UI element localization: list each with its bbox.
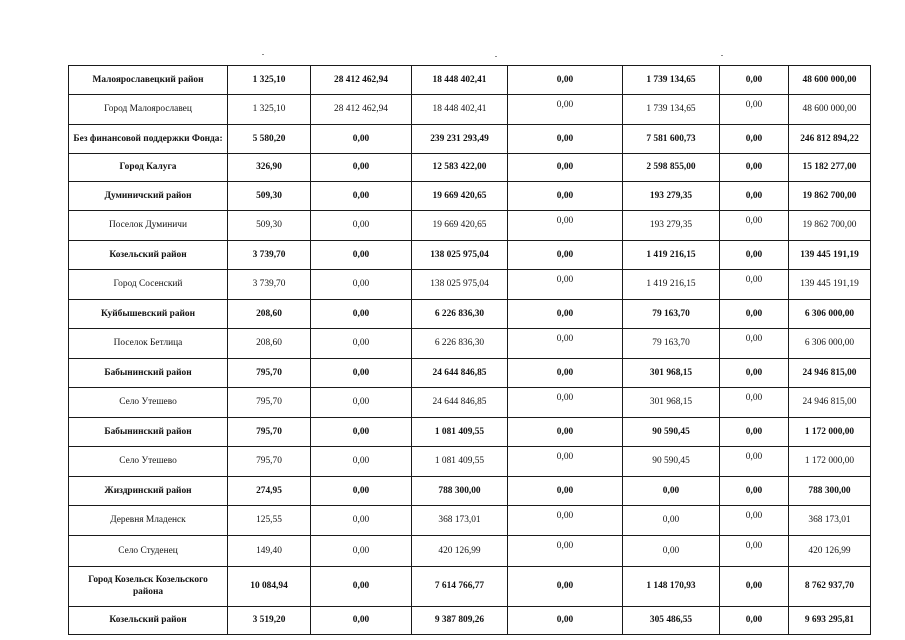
cell-budget-amount: 1 081 409,55 bbox=[412, 446, 508, 477]
cell-region-amount: 0,00 bbox=[508, 606, 623, 635]
cell-budget-amount: 12 583 422,00 bbox=[412, 153, 508, 182]
cell-total-amount: 24 946 815,00 bbox=[789, 387, 871, 418]
cell-name: Село Студенец bbox=[69, 536, 228, 567]
cell-name: Козельский район bbox=[69, 606, 228, 635]
cell-fund-amount: 0,00 bbox=[311, 387, 412, 418]
cell-local-amount: 1 739 134,65 bbox=[623, 66, 720, 95]
cell-fund-amount: 0,00 bbox=[311, 359, 412, 388]
cell-area: 10 084,94 bbox=[228, 566, 311, 606]
cell-total-amount: 420 126,99 bbox=[789, 536, 871, 567]
cell-fund-amount: 0,00 bbox=[311, 446, 412, 477]
table-row-subtotal bbox=[69, 477, 871, 506]
cell-area: 795,70 bbox=[228, 418, 311, 447]
cell-area: 509,30 bbox=[228, 182, 311, 211]
cell-local-amount: 0,00 bbox=[623, 505, 720, 536]
table-row bbox=[69, 505, 871, 536]
cell-total-amount: 1 172 000,00 bbox=[789, 446, 871, 477]
cell-name: Бабынинский район bbox=[69, 418, 228, 447]
cell-name: Поселок Думиничи bbox=[69, 210, 228, 241]
cell-name: Куйбышевский район bbox=[69, 300, 228, 329]
cell-region-amount: 0,00 bbox=[508, 328, 623, 359]
table-row bbox=[69, 387, 871, 418]
cell-region-amount: 0,00 bbox=[508, 387, 623, 418]
cell-area: 149,40 bbox=[228, 536, 311, 567]
cell-other-amount: 0,00 bbox=[720, 566, 789, 606]
cell-budget-amount: 18 448 402,41 bbox=[412, 94, 508, 125]
cell-budget-amount: 19 669 420,65 bbox=[412, 182, 508, 211]
cell-local-amount: 301 968,15 bbox=[623, 387, 720, 418]
cell-other-amount: 0,00 bbox=[720, 536, 789, 567]
table-body bbox=[69, 66, 871, 635]
cell-name: Поселок Бетлица bbox=[69, 328, 228, 359]
cell-local-amount: 0,00 bbox=[623, 477, 720, 506]
cell-local-amount: 305 486,55 bbox=[623, 606, 720, 635]
cell-region-amount: 0,00 bbox=[508, 477, 623, 506]
cell-area: 274,95 bbox=[228, 477, 311, 506]
cell-other-amount: 0,00 bbox=[720, 387, 789, 418]
cell-local-amount: 79 163,70 bbox=[623, 300, 720, 329]
cell-name: Город Калуга bbox=[69, 153, 228, 182]
table-row bbox=[69, 269, 871, 300]
cell-region-amount: 0,00 bbox=[508, 269, 623, 300]
cell-budget-amount: 24 644 846,85 bbox=[412, 359, 508, 388]
cell-other-amount: 0,00 bbox=[720, 606, 789, 635]
cell-budget-amount: 6 226 836,30 bbox=[412, 300, 508, 329]
cell-region-amount: 0,00 bbox=[508, 418, 623, 447]
cell-other-amount: 0,00 bbox=[720, 359, 789, 388]
cell-local-amount: 79 163,70 bbox=[623, 328, 720, 359]
cell-region-amount: 0,00 bbox=[508, 359, 623, 388]
cell-fund-amount: 0,00 bbox=[311, 182, 412, 211]
cell-area: 208,60 bbox=[228, 328, 311, 359]
table-row bbox=[69, 536, 871, 567]
scan-speck bbox=[262, 54, 264, 55]
cell-fund-amount: 0,00 bbox=[311, 210, 412, 241]
cell-budget-amount: 24 644 846,85 bbox=[412, 387, 508, 418]
cell-area: 795,70 bbox=[228, 359, 311, 388]
cell-total-amount: 6 306 000,00 bbox=[789, 328, 871, 359]
table-row-subtotal bbox=[69, 66, 871, 95]
cell-region-amount: 0,00 bbox=[508, 210, 623, 241]
cell-region-amount: 0,00 bbox=[508, 505, 623, 536]
cell-budget-amount: 138 025 975,04 bbox=[412, 269, 508, 300]
cell-local-amount: 1 419 216,15 bbox=[623, 269, 720, 300]
cell-region-amount: 0,00 bbox=[508, 241, 623, 270]
cell-area: 1 325,10 bbox=[228, 66, 311, 95]
cell-other-amount: 0,00 bbox=[720, 477, 789, 506]
cell-area: 795,70 bbox=[228, 446, 311, 477]
cell-local-amount: 193 279,35 bbox=[623, 210, 720, 241]
cell-total-amount: 139 445 191,19 bbox=[789, 241, 871, 270]
cell-budget-amount: 1 081 409,55 bbox=[412, 418, 508, 447]
cell-other-amount: 0,00 bbox=[720, 269, 789, 300]
cell-name: Деревня Младенск bbox=[69, 505, 228, 536]
cell-total-amount: 19 862 700,00 bbox=[789, 210, 871, 241]
cell-fund-amount: 0,00 bbox=[311, 566, 412, 606]
cell-local-amount: 1 739 134,65 bbox=[623, 94, 720, 125]
cell-other-amount: 0,00 bbox=[720, 125, 789, 154]
table-row bbox=[69, 446, 871, 477]
cell-other-amount: 0,00 bbox=[720, 241, 789, 270]
cell-budget-amount: 18 448 402,41 bbox=[412, 66, 508, 95]
cell-area: 208,60 bbox=[228, 300, 311, 329]
cell-total-amount: 48 600 000,00 bbox=[789, 66, 871, 95]
cell-local-amount: 193 279,35 bbox=[623, 182, 720, 211]
scan-speck bbox=[495, 56, 497, 57]
cell-name: Без финансовой поддержки Фонда: bbox=[69, 125, 228, 154]
cell-total-amount: 48 600 000,00 bbox=[789, 94, 871, 125]
cell-name: Город Козельск Козельского района bbox=[69, 566, 228, 606]
cell-fund-amount: 0,00 bbox=[311, 606, 412, 635]
cell-budget-amount: 7 614 766,77 bbox=[412, 566, 508, 606]
cell-total-amount: 24 946 815,00 bbox=[789, 359, 871, 388]
cell-name: Козельский район bbox=[69, 241, 228, 270]
cell-area: 1 325,10 bbox=[228, 94, 311, 125]
cell-local-amount: 1 419 216,15 bbox=[623, 241, 720, 270]
cell-fund-amount: 0,00 bbox=[311, 505, 412, 536]
cell-fund-amount: 0,00 bbox=[311, 125, 412, 154]
cell-budget-amount: 239 231 293,49 bbox=[412, 125, 508, 154]
cell-other-amount: 0,00 bbox=[720, 300, 789, 329]
cell-area: 5 580,20 bbox=[228, 125, 311, 154]
cell-budget-amount: 368 173,01 bbox=[412, 505, 508, 536]
cell-budget-amount: 420 126,99 bbox=[412, 536, 508, 567]
table-row-subtotal bbox=[69, 182, 871, 211]
cell-other-amount: 0,00 bbox=[720, 328, 789, 359]
table-row-subtotal bbox=[69, 566, 871, 606]
table-row-subtotal bbox=[69, 125, 871, 154]
cell-area: 509,30 bbox=[228, 210, 311, 241]
cell-area: 125,55 bbox=[228, 505, 311, 536]
cell-name: Село Утешево bbox=[69, 387, 228, 418]
cell-fund-amount: 28 412 462,94 bbox=[311, 94, 412, 125]
cell-other-amount: 0,00 bbox=[720, 210, 789, 241]
cell-total-amount: 788 300,00 bbox=[789, 477, 871, 506]
cell-fund-amount: 0,00 bbox=[311, 328, 412, 359]
cell-total-amount: 19 862 700,00 bbox=[789, 182, 871, 211]
cell-budget-amount: 9 387 809,26 bbox=[412, 606, 508, 635]
table-row bbox=[69, 210, 871, 241]
cell-total-amount: 8 762 937,70 bbox=[789, 566, 871, 606]
cell-total-amount: 246 812 894,22 bbox=[789, 125, 871, 154]
cell-region-amount: 0,00 bbox=[508, 153, 623, 182]
cell-total-amount: 368 173,01 bbox=[789, 505, 871, 536]
cell-total-amount: 15 182 277,00 bbox=[789, 153, 871, 182]
cell-total-amount: 6 306 000,00 bbox=[789, 300, 871, 329]
cell-other-amount: 0,00 bbox=[720, 153, 789, 182]
cell-other-amount: 0,00 bbox=[720, 446, 789, 477]
cell-region-amount: 0,00 bbox=[508, 446, 623, 477]
cell-area: 3 739,70 bbox=[228, 269, 311, 300]
cell-area: 3 739,70 bbox=[228, 241, 311, 270]
cell-budget-amount: 788 300,00 bbox=[412, 477, 508, 506]
cell-fund-amount: 0,00 bbox=[311, 418, 412, 447]
table-row-subtotal bbox=[69, 241, 871, 270]
table-row-subtotal bbox=[69, 418, 871, 447]
cell-other-amount: 0,00 bbox=[720, 505, 789, 536]
cell-name: Жиздринский район bbox=[69, 477, 228, 506]
cell-fund-amount: 0,00 bbox=[311, 241, 412, 270]
cell-region-amount: 0,00 bbox=[508, 300, 623, 329]
cell-area: 326,90 bbox=[228, 153, 311, 182]
cell-fund-amount: 0,00 bbox=[311, 536, 412, 567]
table-row-subtotal bbox=[69, 153, 871, 182]
cell-fund-amount: 0,00 bbox=[311, 477, 412, 506]
cell-local-amount: 90 590,45 bbox=[623, 418, 720, 447]
cell-fund-amount: 28 412 462,94 bbox=[311, 66, 412, 95]
cell-area: 3 519,20 bbox=[228, 606, 311, 635]
cell-total-amount: 139 445 191,19 bbox=[789, 269, 871, 300]
cell-total-amount: 1 172 000,00 bbox=[789, 418, 871, 447]
table-row-subtotal bbox=[69, 300, 871, 329]
allocation-table bbox=[68, 65, 871, 635]
cell-area: 795,70 bbox=[228, 387, 311, 418]
cell-fund-amount: 0,00 bbox=[311, 153, 412, 182]
cell-name: Малоярославецкий район bbox=[69, 66, 228, 95]
cell-fund-amount: 0,00 bbox=[311, 300, 412, 329]
cell-local-amount: 90 590,45 bbox=[623, 446, 720, 477]
table-row-subtotal bbox=[69, 359, 871, 388]
cell-budget-amount: 6 226 836,30 bbox=[412, 328, 508, 359]
cell-region-amount: 0,00 bbox=[508, 566, 623, 606]
cell-local-amount: 301 968,15 bbox=[623, 359, 720, 388]
cell-region-amount: 0,00 bbox=[508, 182, 623, 211]
cell-local-amount: 0,00 bbox=[623, 536, 720, 567]
cell-local-amount: 2 598 855,00 bbox=[623, 153, 720, 182]
cell-other-amount: 0,00 bbox=[720, 182, 789, 211]
cell-other-amount: 0,00 bbox=[720, 66, 789, 95]
table-row-subtotal bbox=[69, 606, 871, 635]
cell-name: Город Малоярославец bbox=[69, 94, 228, 125]
cell-region-amount: 0,00 bbox=[508, 66, 623, 95]
cell-local-amount: 7 581 600,73 bbox=[623, 125, 720, 154]
cell-local-amount: 1 148 170,93 bbox=[623, 566, 720, 606]
table-row bbox=[69, 328, 871, 359]
cell-budget-amount: 19 669 420,65 bbox=[412, 210, 508, 241]
cell-name: Город Сосенский bbox=[69, 269, 228, 300]
cell-region-amount: 0,00 bbox=[508, 94, 623, 125]
cell-region-amount: 0,00 bbox=[508, 125, 623, 154]
scan-speck bbox=[721, 55, 723, 56]
cell-other-amount: 0,00 bbox=[720, 418, 789, 447]
cell-region-amount: 0,00 bbox=[508, 536, 623, 567]
table-row bbox=[69, 94, 871, 125]
cell-fund-amount: 0,00 bbox=[311, 269, 412, 300]
cell-total-amount: 9 693 295,81 bbox=[789, 606, 871, 635]
cell-budget-amount: 138 025 975,04 bbox=[412, 241, 508, 270]
cell-other-amount: 0,00 bbox=[720, 94, 789, 125]
cell-name: Думиничский район bbox=[69, 182, 228, 211]
cell-name: Село Утешево bbox=[69, 446, 228, 477]
cell-name: Бабынинский район bbox=[69, 359, 228, 388]
